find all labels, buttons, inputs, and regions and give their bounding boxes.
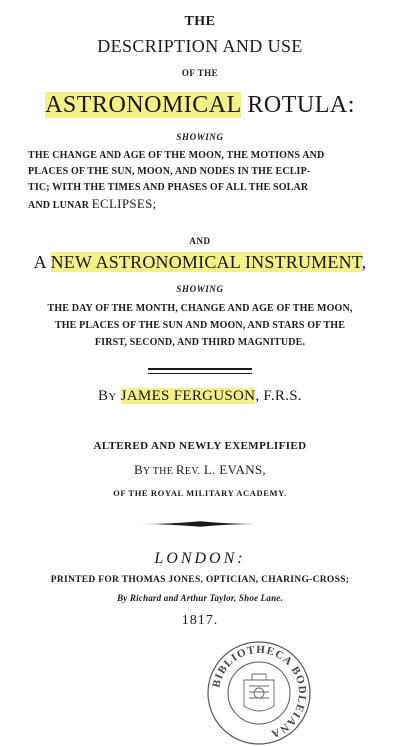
by-rest: Y <box>108 391 117 403</box>
by2-initial: B <box>134 462 143 477</box>
highlight-author: JAMES FERGUSON <box>120 388 256 404</box>
title-astronomical-rotula <box>0 92 400 119</box>
academy-line: OF THE ROYAL MILITARY ACADEMY. <box>113 488 287 498</box>
para1-line-1: THE CHANGE AND AGE OF THE MOON, THE MOTIONS AND <box>28 150 325 161</box>
imprint-year: 1817. <box>181 613 219 628</box>
title-rotula: ROTULA: <box>247 92 355 118</box>
para1-line-2: PLACES OF THE SUN, MOON, AND NODES IN THE ECLIP- <box>28 166 311 177</box>
imprint-london: LONDON: <box>154 550 246 567</box>
imprint-printed-for: PRINTED FOR THOMAS JONES, OPTICIAN, CHARING-CROSS; <box>50 575 350 585</box>
showing-label-1: SHOWING <box>176 132 224 142</box>
ornamental-rule-icon <box>140 519 260 529</box>
para1-eclipses: ECLIPSES; <box>91 196 157 211</box>
title-description-and-use: DESCRIPTION AND USE <box>97 36 303 56</box>
editor-name: L. EVANS, <box>200 462 266 477</box>
double-rule-bottom <box>148 373 252 374</box>
and-label: AND <box>189 236 211 246</box>
para1-line-4 <box>28 196 372 214</box>
by-initial: B <box>98 388 109 404</box>
para1-line-4a: AND LUNAR <box>28 200 92 211</box>
stamp-text: BIBLIOTHECA BODLEIANA <box>210 643 309 741</box>
para2-line-2: THE PLACES OF THE SUN AND MOON, AND STARS OF THE <box>54 320 346 331</box>
by2-rest: Y THE <box>143 466 176 477</box>
showing-label-2: SHOWING <box>176 284 224 294</box>
title-new-instrument <box>0 252 400 273</box>
highlight-astronomical: ASTRONOMICAL <box>45 92 241 118</box>
title-the: THE <box>184 14 216 29</box>
author-suffix: , F.R.S. <box>255 388 302 404</box>
rev-initial: R <box>175 462 185 477</box>
title-of-the: OF THE <box>181 68 219 78</box>
rev-rest: EV. <box>184 466 201 477</box>
instrument-prefix: A <box>33 252 51 272</box>
para2-line-3: FIRST, SECOND, AND THIRD MAGNITUDE. <box>94 337 306 348</box>
para2-line-1: THE DAY OF THE MONTH, CHANGE AND AGE OF THE MOON, <box>47 303 353 314</box>
double-rule-top <box>148 368 252 370</box>
author-line <box>0 388 400 405</box>
highlight-new-astronomical-instrument: NEW ASTRONOMICAL INSTRUMENT <box>50 252 362 272</box>
altered-line: ALTERED AND NEWLY EXEMPLIFIED <box>93 440 307 452</box>
subtitle-paragraph-1 <box>28 148 372 214</box>
imprint-printers: By Richard and Arthur Taylor, Shoe Lane. <box>117 593 283 603</box>
subtitle-paragraph-2 <box>22 300 378 351</box>
editor-line <box>0 462 400 478</box>
library-stamp-icon <box>206 640 312 746</box>
instrument-suffix: , <box>361 252 367 272</box>
para1-line-3: TIC; WITH THE TIMES AND PHASES OF ALL THE SOLAR <box>28 182 309 193</box>
